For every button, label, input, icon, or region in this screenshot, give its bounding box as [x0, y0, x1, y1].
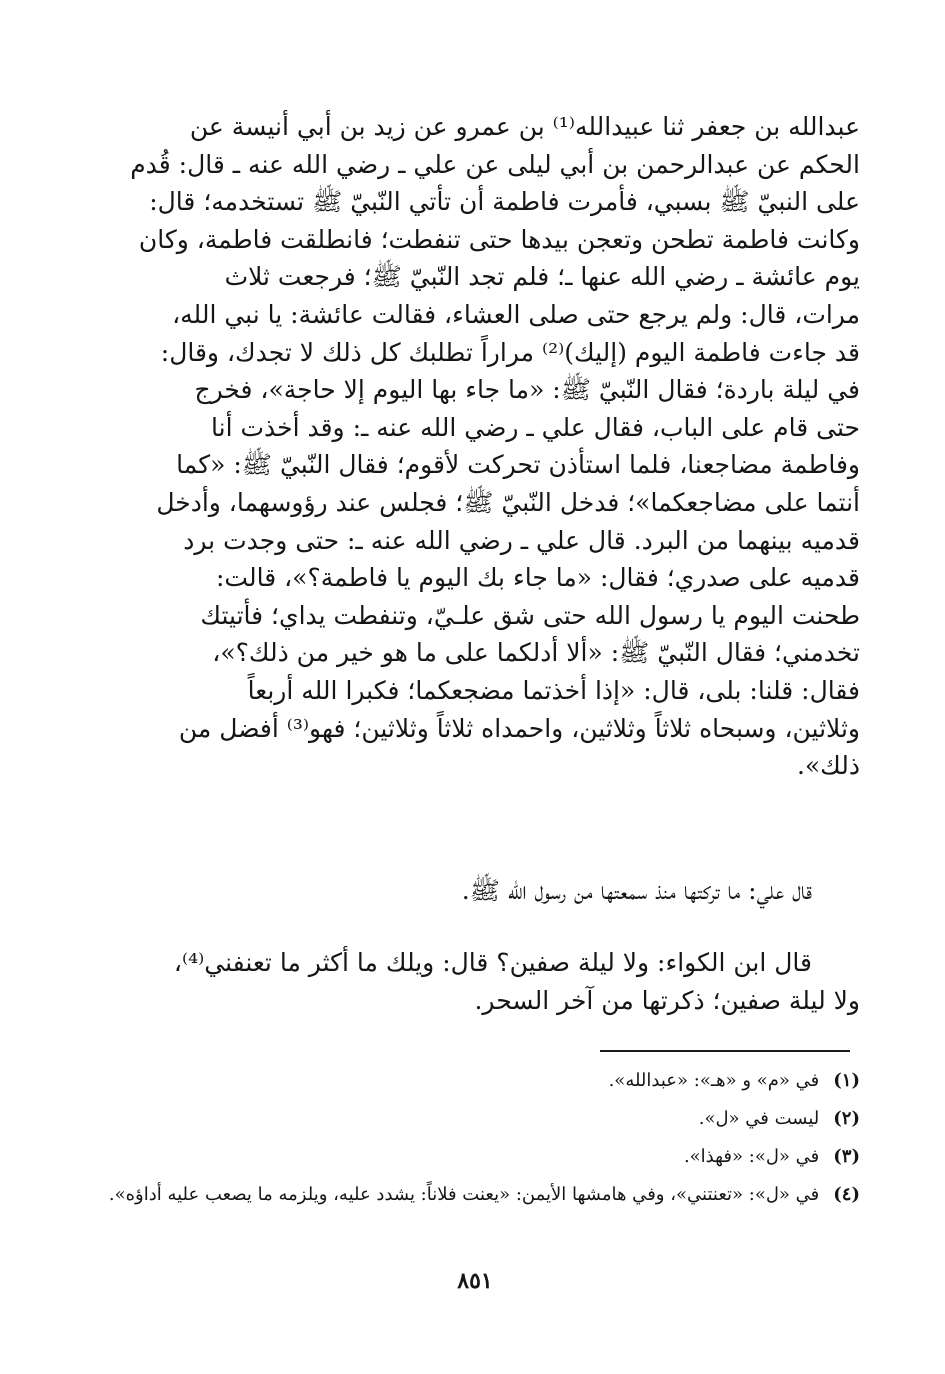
- text-line: يوم عائشة ـ رضي الله عنها ـ؛ فلم تجد النّبيّ ﷺ؛ فرجعت ثلاث: [224, 262, 860, 292]
- text-line: على النبيّ ﷺ بسبي، فأمرت فاطمة أن تأتي النّبيّ ﷺ تستخدمه؛ قال:: [149, 187, 860, 217]
- footnote-number: (٢): [833, 1108, 860, 1129]
- text-line: الحكم عن عبدالرحمن بن أبي ليلى عن علي ـ رضي الله عنه ـ قال: قُدم: [130, 149, 860, 179]
- footnotes: [105, 1066, 860, 1218]
- text-line: قال ابن الكواء: ولا ليلة صفين؟ قال: ويلك ما أكثر ما تعنفني⁽⁴⁾،: [173, 948, 812, 977]
- text-line: ذلك».: [796, 751, 860, 781]
- ibn-alkawwa-paragraph: [105, 944, 860, 1019]
- text-line: وكانت فاطمة تطحن وتعجن بيدها حتى تنفطت؛ فانطلقت فاطمة، وكان: [138, 224, 860, 254]
- footnote-number: (٣): [833, 1146, 860, 1167]
- footnote-item: [105, 1066, 860, 1096]
- text-line: عبدالله بن جعفر ثنا عبيدالله⁽¹⁾ بن عمرو عن زيد بن أبي أنيسة عن: [189, 112, 860, 141]
- footnote-separator: [600, 1050, 850, 1052]
- page-number: ٨٥١: [457, 1268, 493, 1294]
- text-line: قال علي: ما تركتها منذ سمعتها من رسول الله ﷺ.: [461, 876, 812, 905]
- text-line: وثلاثين، وسبحاه ثلاثاً وثلاثين، واحمداه ثلاثاً وثلاثين؛ فهو⁽³⁾ أفضل من: [178, 713, 860, 743]
- text-line: مرات، قال: ولم يرجع حتى صلى العشاء، فقالت عائشة: يا نبي الله،: [172, 299, 860, 329]
- text-line: حتى قام على الباب، فقال علي ـ رضي الله عنه ـ: وقد أخذت أنا: [211, 412, 860, 442]
- text-line: طحنت اليوم يا رسول الله حتى شق علـيّ، وتنفطت يداي؛ فأتيتك: [200, 600, 860, 630]
- text-line: ولا ليلة صفين؛ ذكرتها من آخر السحر.: [474, 985, 860, 1015]
- main-paragraph: [105, 108, 860, 785]
- footnote-number: (٤): [833, 1184, 860, 1205]
- text-line: قدميه بينهما من البرد. قال علي ـ رضي الله عنه ـ: حتى وجدت برد: [183, 525, 860, 555]
- footnote-text: ليست في «ل».: [698, 1108, 820, 1129]
- text-line: أنتما على مضاجعكما»؛ فدخل النّبيّ ﷺ؛ فجلس عند رؤوسهما، وأدخل: [156, 487, 860, 517]
- footnote-item: [105, 1180, 860, 1210]
- text-line: في ليلة باردة؛ فقال النّبيّ ﷺ: «ما جاء بها اليوم إلا حاجة»، فخرج: [194, 375, 860, 405]
- footnote-text: في «ل»: «فهذا».: [683, 1146, 820, 1167]
- footnote-text: في «م» و «هـ»: «عبدالله».: [608, 1070, 820, 1091]
- text-line: قد جاءت فاطمة اليوم (إليك)⁽²⁾ مراراً تطلبك كل ذلك لا تجدك، وقال:: [160, 337, 860, 367]
- ali-statement-paragraph: [105, 872, 860, 910]
- text-line: قدميه على صدري؛ فقال: «ما جاء بك اليوم يا فاطمة؟»، قالت:: [216, 563, 860, 593]
- footnote-item: [105, 1104, 860, 1134]
- text-line: وفاطمة مضاجعنا، فلما استأذن تحركت لأقوم؛ فقال النّبيّ ﷺ: «كما: [176, 450, 860, 480]
- footnote-item: [105, 1142, 860, 1172]
- footnote-number: (١): [833, 1070, 860, 1091]
- footnote-text: في «ل»: «تعنتني»، وفي هامشها الأيمن: «يعنت فلاناً: يشدد عليه، ويلزمه ما يصعب عليه أداؤه».: [108, 1184, 820, 1205]
- text-line: فقال: قلنا: بلى، قال: «إذا أخذتما مضجعكما؛ فكبرا الله أربعاً: [247, 675, 860, 705]
- text-line: تخدمني؛ فقال النّبيّ ﷺ: «ألا أدلكما على ما هو خير من ذلك؟»،: [212, 638, 860, 668]
